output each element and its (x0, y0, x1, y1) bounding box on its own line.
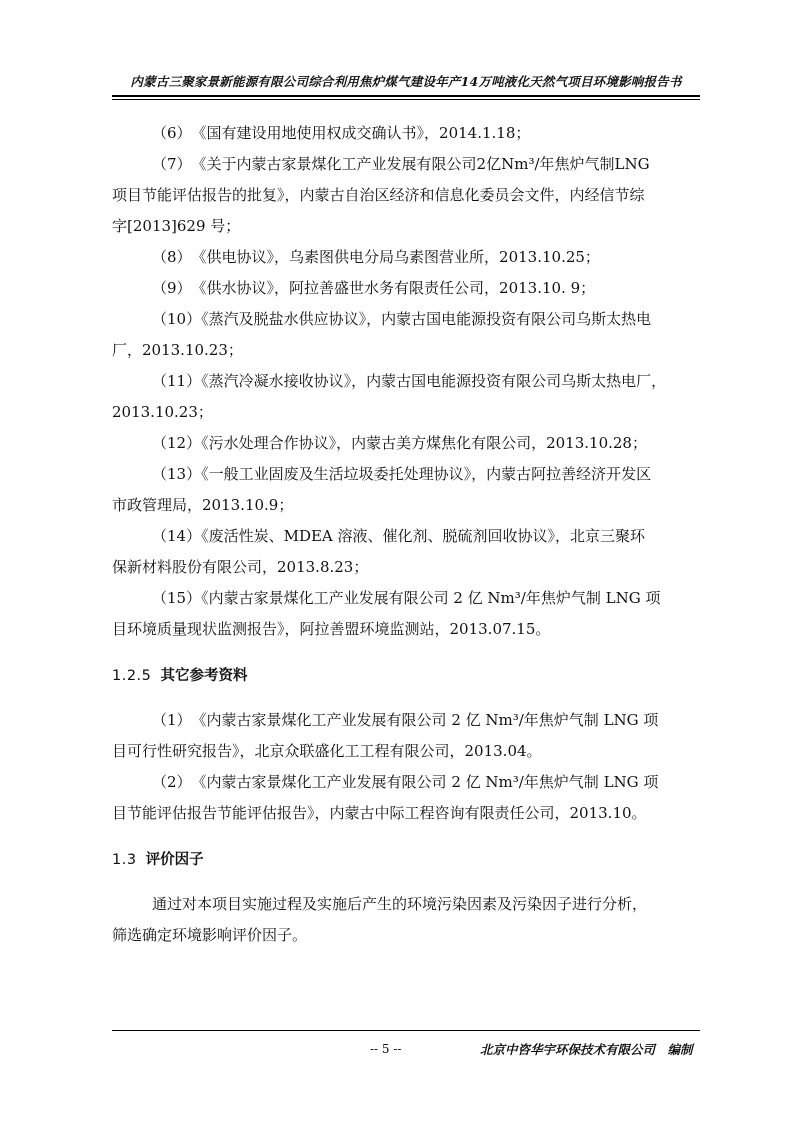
reference-line: 项目节能评估报告的批复》，内蒙古自治区经济和信息化委员会文件，内经信节综 (112, 186, 645, 204)
other-reference-list (112, 705, 690, 829)
reference-item (112, 459, 690, 521)
reference-item (112, 428, 690, 459)
reference-item (112, 273, 690, 304)
reference-line: 字[2013]629 号； (112, 217, 241, 235)
paragraph-line: 筛选确定环境影响评价因子。 (112, 926, 308, 944)
body-paragraph (112, 889, 690, 951)
reference-item (112, 366, 690, 428)
reference-line: （12）《污水处理合作协议》，内蒙古美方煤焦化有限公司，2013.10.28； (152, 434, 647, 452)
reference-item (112, 304, 690, 366)
running-header: 内蒙古三聚家景新能源有限公司综合利用焦炉煤气建设年产14万吨液化天然气项目环境影响报告书 (130, 74, 682, 89)
reference-line: （2） 《内蒙古家景煤化工产业发展有限公司 2 亿 Nm³/年焦炉气制 LNG 项 (152, 773, 659, 791)
reference-line: 目可行性研究报告》，北京众联盛化工工程有限公司，2013.04。 (112, 742, 542, 760)
reference-line: （11）《蒸汽冷凝水接收协议》，内蒙古国电能源投资有限公司乌斯太热电厂， (152, 372, 667, 390)
page-number: -- 5 -- (370, 1042, 402, 1056)
reference-line: （7） 《关于内蒙古家景煤化工产业发展有限公司2亿Nm³/年焦炉气制LNG (152, 155, 650, 173)
reference-item (112, 767, 690, 829)
reference-line: 厂，2013.10.23； (112, 341, 243, 359)
section-heading-1-3 (112, 845, 690, 875)
reference-line: （14）《废活性炭、MDEA 溶液、催化剂、脱硫剂回收协议》，北京三聚环 (152, 527, 646, 545)
reference-line: （10）《蒸汽及脱盐水供应协议》，内蒙古国电能源投资有限公司乌斯太热电 (152, 310, 652, 328)
footer-rule (112, 1030, 700, 1031)
footer-organization: 北京中咨华宇环保技术有限公司 编制 (480, 1042, 693, 1057)
reference-line: 目节能评估报告节能评估报告》，内蒙古中际工程咨询有限责任公司，2013.10。 (112, 804, 647, 822)
reference-item (112, 705, 690, 767)
reference-line: 2013.10.23； (112, 403, 213, 421)
page-content (112, 118, 690, 951)
reference-item (112, 242, 690, 273)
reference-item (112, 521, 690, 583)
reference-line: （1） 《内蒙古家景煤化工产业发展有限公司 2 亿 Nm³/年焦炉气制 LNG 项 (152, 711, 659, 729)
reference-item (112, 583, 690, 645)
section-title: 评价因子 (145, 852, 204, 868)
reference-list (112, 118, 690, 645)
section-number: 1.2.5 (112, 668, 152, 684)
reference-line: 目环境质量现状监测报告》，阿拉善盟环境监测站，2013.07.15。 (112, 620, 551, 638)
header-rule-thick (112, 95, 700, 97)
reference-line: （15）《内蒙古家景煤化工产业发展有限公司 2 亿 Nm³/年焦炉气制 LNG 项 (152, 589, 661, 607)
reference-line: （9） 《供水协议》，阿拉善盛世水务有限责任公司，2013.10. 9； (152, 279, 596, 297)
reference-line: （13）《一般工业固废及生活垃圾委托处理协议》，内蒙古阿拉善经济开发区 (152, 465, 652, 483)
section-number: 1.3 (112, 852, 137, 868)
paragraph-line: 通过对本项目实施过程及实施后产生的环境污染因素及污染因子进行分析， (152, 895, 648, 913)
reference-line: 市政管理局，2013.10.9； (112, 496, 294, 514)
reference-item (112, 149, 690, 242)
header-rule-thin (112, 99, 700, 100)
reference-item (112, 118, 690, 149)
section-heading-1-2-5 (112, 661, 690, 691)
reference-line: （6） 《国有建设用地使用权成交确认书》，2014.1.18； (152, 124, 531, 142)
section-title: 其它参考资料 (160, 668, 248, 684)
reference-line: 保新材料股份有限公司，2013.8.23； (112, 558, 369, 576)
reference-line: （8） 《供电协议》，乌素图供电分局乌素图营业所，2013.10.25； (152, 248, 600, 266)
